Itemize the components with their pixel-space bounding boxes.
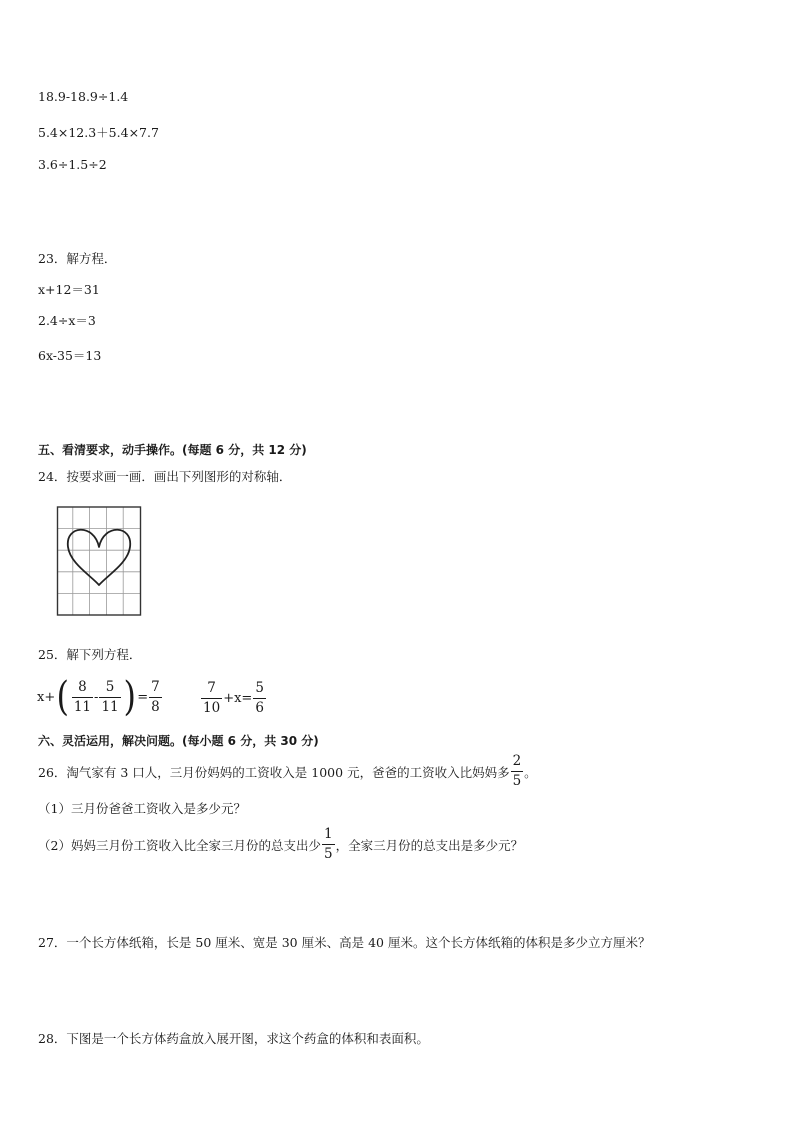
q26-sub-question-1: （1）三月份爸爸工资收入是多少元？ bbox=[38, 801, 246, 816]
heart-shape bbox=[68, 530, 130, 585]
q23-equation-2: 2.4÷x＝3 bbox=[38, 313, 96, 328]
q25-equation-2 bbox=[200, 680, 267, 717]
q23-equation-3: 6x-35＝13 bbox=[38, 348, 102, 363]
eq1-equals: = bbox=[137, 689, 149, 705]
calc-line-2: 5.4×12.3＋5.4×7.7 bbox=[38, 125, 159, 140]
eq1-fraction-1: $\frac{8}{11}$ bbox=[73, 678, 92, 715]
q25-title: 25．解下列方程． bbox=[38, 647, 142, 662]
eq1-minus: - bbox=[94, 689, 99, 705]
heart-grid-svg bbox=[56, 505, 144, 617]
q23-equation-1: x+12＝31 bbox=[38, 282, 100, 297]
q26-sub2-fraction: $\frac{1}{5}$ bbox=[323, 826, 333, 862]
eq2-middle: +x= bbox=[223, 691, 253, 706]
heart-grid-figure bbox=[56, 505, 144, 621]
right-paren: ) bbox=[123, 674, 136, 720]
q28-text: 28．下图是一个长方体药盒放入展开图，求这个药盒的体积和表面积。 bbox=[38, 1031, 429, 1046]
q26-fraction: $\frac{2}{5}$ bbox=[512, 753, 522, 789]
calc-line-3: 3.6÷1.5÷2 bbox=[38, 157, 107, 172]
q24-title: 24．按要求画一画．画出下列图形的对称轴． bbox=[38, 469, 292, 484]
calc-line-1: 18.9-18.9÷1.4 bbox=[38, 89, 129, 104]
q23-title: 23．解方程． bbox=[38, 251, 117, 266]
left-paren: ( bbox=[56, 674, 70, 720]
section-5-title: 五、看清要求，动手操作。(每题 6 分，共 12 分) bbox=[38, 443, 307, 457]
q27-text: 27．一个长方体纸箱，长是 50 厘米、宽是 30 厘米、高是 40 厘米。这个长方体纸箱的体积是多少立方厘米？ bbox=[38, 935, 651, 950]
q25-equation-1 bbox=[37, 674, 163, 720]
eq1-result-fraction: $\frac{7}{8}$ bbox=[151, 678, 160, 715]
section-6-title: 六、灵活运用，解决问题。(每小题 6 分，共 30 分) bbox=[38, 734, 319, 748]
eq2-fraction-1: $\frac{7}{10}$ bbox=[203, 680, 221, 716]
q26-text: 26．淘气家有 3 口人，三月份妈妈的工资收入是 1000 元，爸爸的工资收入比妈妈多 $\frac{2}{5}$ 。 bbox=[38, 753, 537, 789]
q26-sub-question-2: （2）妈妈三月份工资收入比全家三月份的总支出少 $\frac{1}{5}$ ，全家三月份的总支出是多少元？ bbox=[38, 826, 524, 862]
eq1-prefix: x+ bbox=[37, 689, 56, 705]
eq2-result-fraction: $\frac{5}{6}$ bbox=[255, 680, 264, 716]
eq1-fraction-2: $\frac{5}{11}$ bbox=[101, 678, 119, 715]
